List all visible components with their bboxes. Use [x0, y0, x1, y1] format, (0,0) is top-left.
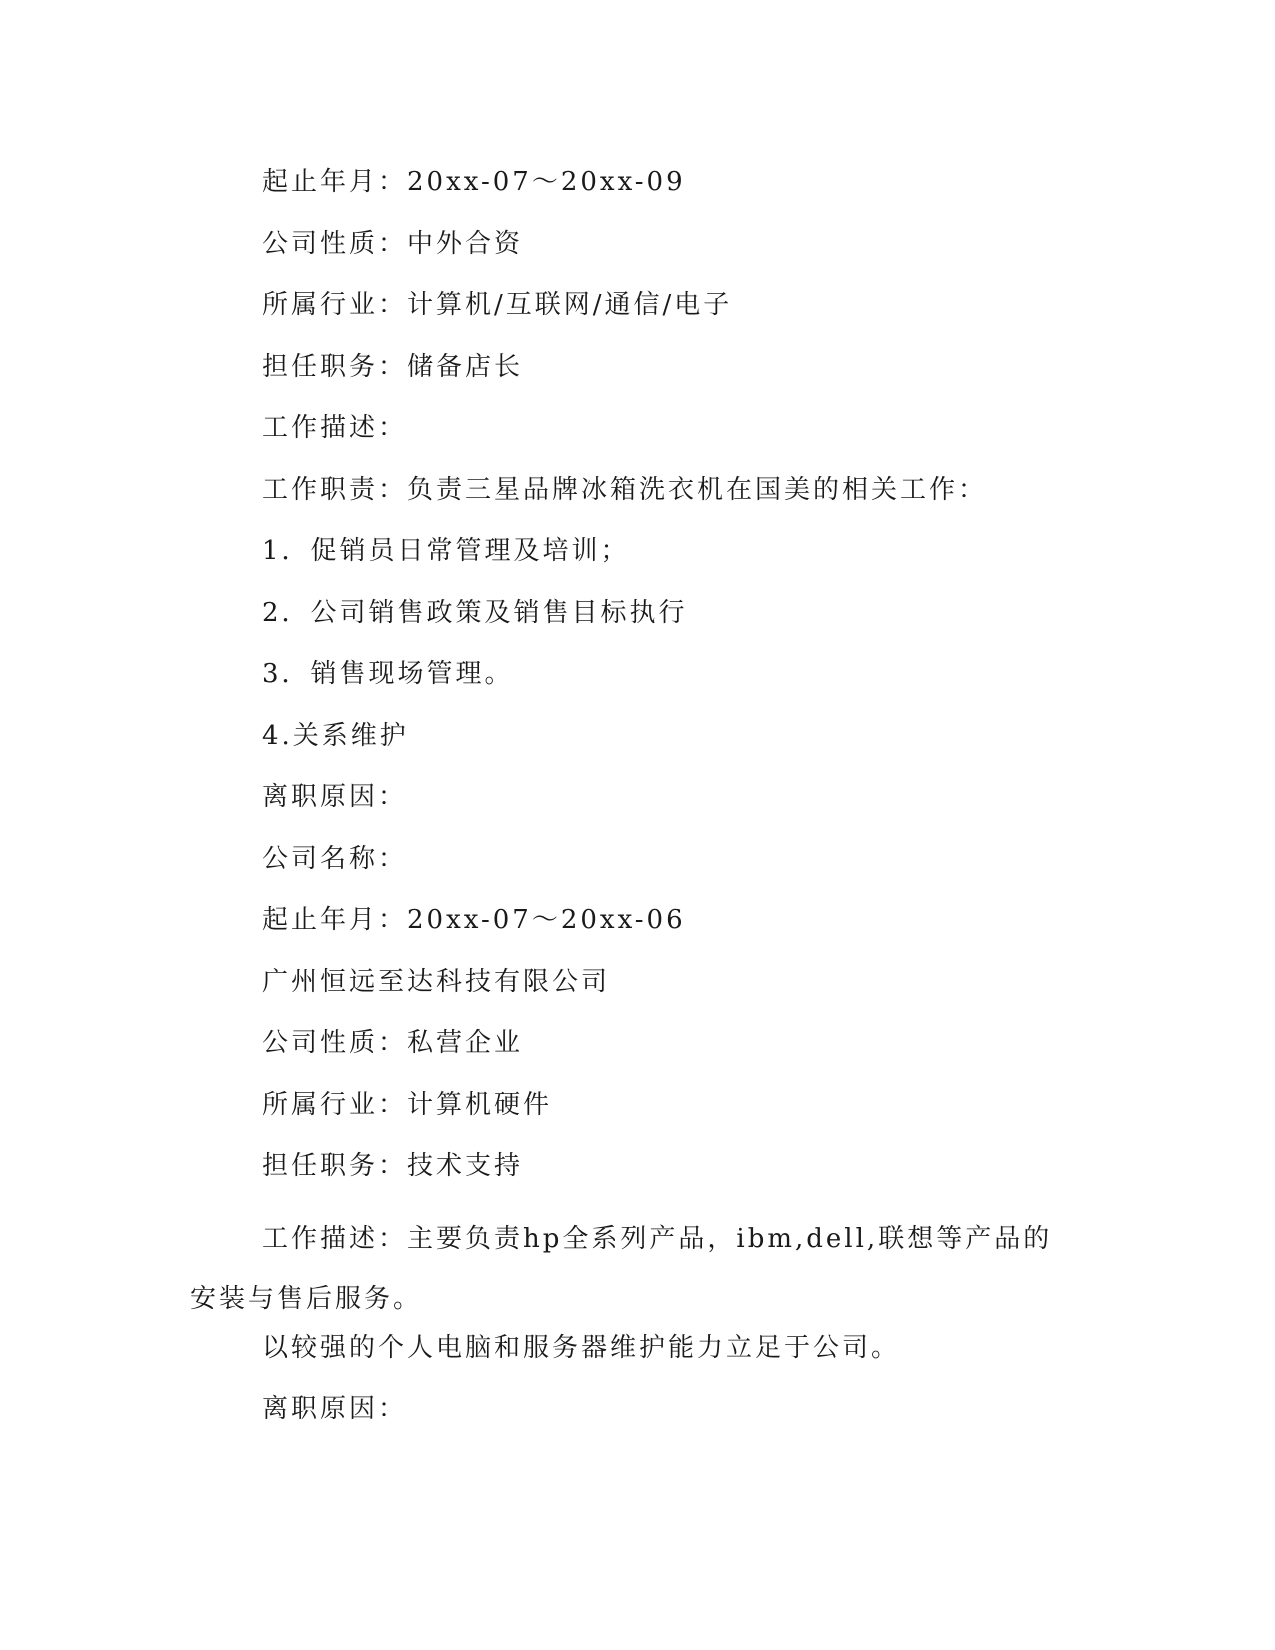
- text-line: 离职原因：: [262, 782, 408, 812]
- text-line: 工作职责：负责三星品牌冰箱洗衣机在国美的相关工作：: [262, 474, 988, 505]
- text-line: 1．促销员日常管理及培训；: [262, 536, 630, 566]
- text-line: 担任职务：技术支持: [262, 1151, 524, 1181]
- text-line: 所属行业：计算机硬件: [262, 1089, 553, 1120]
- text-line: 工作描述：: [262, 413, 408, 443]
- document-body: [190, 163, 1075, 1452]
- text-line: 所属行业：计算机/互联网/通信/电子: [262, 290, 733, 320]
- text-line: 担任职务：储备店长: [262, 351, 524, 382]
- text-line: 起止年月：20xx-07～20xx-06: [262, 905, 686, 935]
- text-line: 离职原因：: [262, 1394, 408, 1424]
- text-line: 公司性质：私营企业: [262, 1028, 524, 1058]
- job-description-paragraph: 工作描述：主要负责hp全系列产品，ibm,dell,联想等产品的安装与售后服务。: [190, 1223, 1053, 1314]
- text-line: 以较强的个人电脑和服务器维护能力立足于公司。: [262, 1332, 901, 1363]
- text-line: 4.关系维护: [262, 720, 409, 751]
- text-line: 广州恒远至达科技有限公司: [262, 966, 611, 997]
- text-line: 公司性质：中外合资: [262, 228, 524, 259]
- text-line: 起止年月：20xx-07～20xx-09: [262, 167, 686, 197]
- text-line: 公司名称：: [262, 843, 408, 874]
- text-line: 2．公司销售政策及销售目标执行: [262, 597, 688, 628]
- text-line: 3．销售现场管理。: [262, 659, 514, 689]
